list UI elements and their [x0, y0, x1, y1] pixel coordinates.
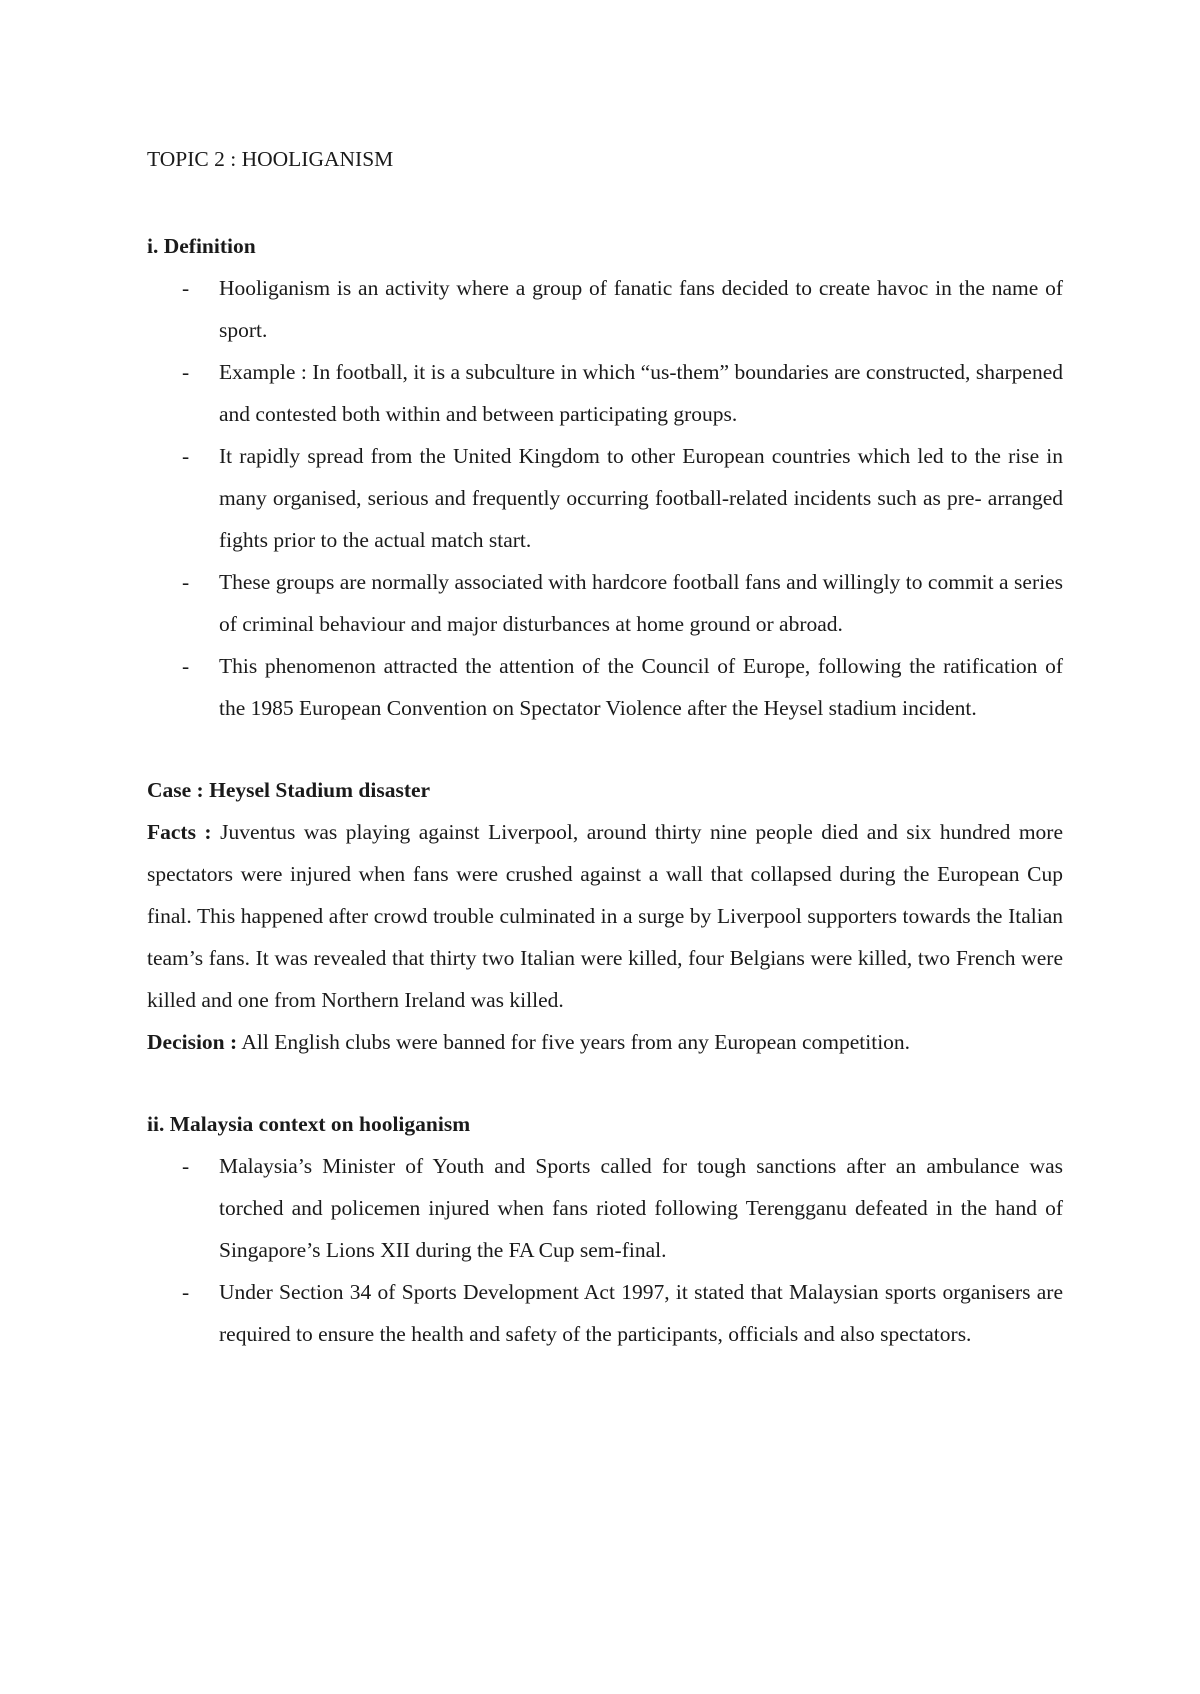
- list-item-text: Example : In football, it is a subculture in which “us-them” boundaries are constructed, sharpened and contested both within and between participating groups.: [219, 360, 1063, 426]
- section-case: [147, 769, 1063, 1063]
- topic-title: TOPIC 2 : HOOLIGANISM: [147, 147, 394, 171]
- list-item: [147, 1145, 1063, 1271]
- dash-bullet: -: [182, 1154, 190, 1178]
- dash-bullet: -: [182, 444, 190, 468]
- dash-bullet: -: [182, 654, 190, 678]
- dash-bullet: -: [182, 1280, 190, 1304]
- section-heading-malaysia: ii. Malaysia context on hooliganism: [147, 1112, 471, 1136]
- list-item: [147, 267, 1063, 351]
- section-malaysia: [147, 1103, 1063, 1355]
- spacer: [147, 173, 1063, 225]
- decision-text: All English clubs were banned for five years from any European competition.: [241, 1030, 911, 1054]
- list-item-text: These groups are normally associated with hardcore football fans and willingly to commit a series of criminal behaviour and major disturbances at home ground or abroad.: [219, 570, 1063, 636]
- list-item-text: Under Section 34 of Sports Development Act 1997, it stated that Malaysian sports organisers are required to ensure the health and safety of the participants, officials and also spectators.: [219, 1280, 1063, 1346]
- list-item: [147, 351, 1063, 435]
- list-item-text: This phenomenon attracted the attention of the Council of Europe, following the ratification of the 1985 European Convention on Spectator Violence after the Heysel stadium incident.: [219, 654, 1063, 720]
- facts-label: Facts :: [147, 820, 212, 844]
- dash-bullet: -: [182, 570, 190, 594]
- case-decision: [147, 1021, 1063, 1063]
- decision-label: Decision :: [147, 1030, 238, 1054]
- spacer: [147, 729, 1063, 769]
- list-item: [147, 561, 1063, 645]
- document-page: [147, 145, 1063, 1355]
- list-item: [147, 645, 1063, 729]
- section-definition: [147, 225, 1063, 729]
- dash-bullet: -: [182, 360, 190, 384]
- spacer: [147, 1063, 1063, 1103]
- section-heading-definition: i. Definition: [147, 234, 256, 258]
- dash-bullet: -: [182, 276, 190, 300]
- case-facts: [147, 811, 1063, 1021]
- malaysia-list: [147, 1145, 1063, 1355]
- list-item: [147, 1271, 1063, 1355]
- case-heading: Case : Heysel Stadium disaster: [147, 778, 431, 802]
- list-item: [147, 435, 1063, 561]
- list-item-text: Hooliganism is an activity where a group of fanatic fans decided to create havoc in the name of sport.: [219, 276, 1063, 342]
- definition-list: [147, 267, 1063, 729]
- list-item-text: It rapidly spread from the United Kingdom to other European countries which led to the rise in many organised, serious and frequently occurring football-related incidents such as pre- arranged fights prior to the actual match start.: [219, 444, 1063, 552]
- list-item-text: Malaysia’s Minister of Youth and Sports called for tough sanctions after an ambulance was torched and policemen injured when fans rioted following Terengganu defeated in the hand of Singapore’s Lions XII during the FA Cup sem-final.: [219, 1154, 1063, 1262]
- facts-text: Juventus was playing against Liverpool, around thirty nine people died and six hundred more spectators were injured when fans were crushed against a wall that collapsed during the European Cup final. This happened after crowd trouble culminated in a surge by Liverpool supporters towards the Italian team’s fans. It was revealed that thirty two Italian were killed, four Belgians were killed, two French were killed and one from Northern Ireland was killed.: [147, 820, 1063, 1012]
